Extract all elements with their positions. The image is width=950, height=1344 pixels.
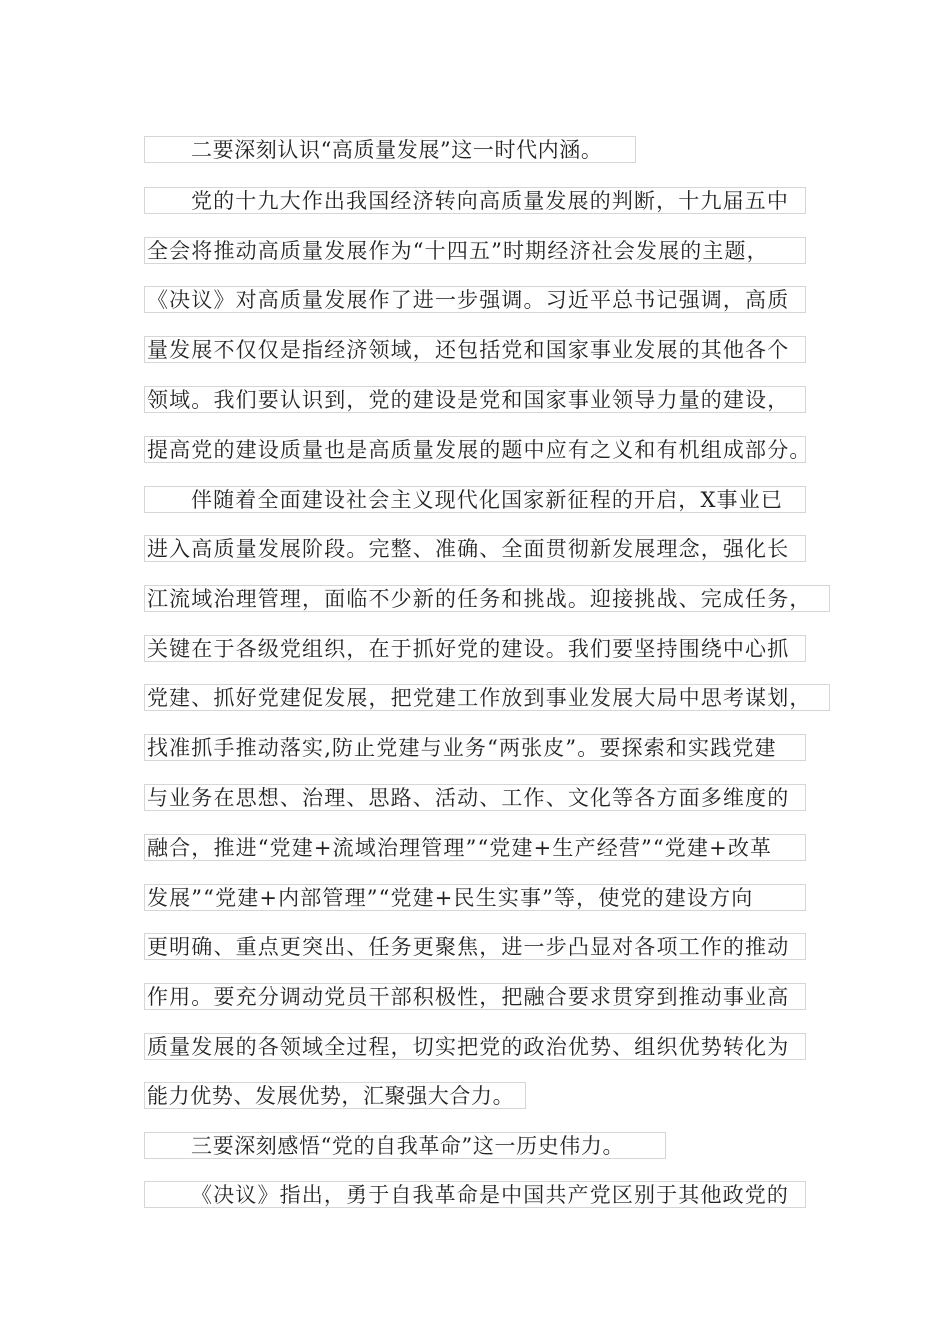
paragraph-line: 伴随着全面建设社会主义现代化国家新征程的开启，X事业已 [144, 486, 806, 513]
paragraph-line: 党的十九大作出我国经济转向高质量发展的判断，十九届五中 [144, 187, 806, 214]
paragraph-line: 质量发展的各领域全过程，切实把党的政治优势、组织优势转化为 [144, 1033, 806, 1060]
section-heading-3: 三要深刻感悟“党的自我革命”这一历史伟力。 [144, 1132, 666, 1159]
paragraph-line: 能力优势、发展优势，汇聚强大合力。 [144, 1082, 526, 1109]
paragraph-line: 进入高质量发展阶段。完整、准确、全面贯彻新发展理念，强化长 [144, 535, 806, 562]
paragraph-line: 领域。我们要认识到，党的建设是党和国家事业领导力量的建设， [144, 386, 806, 413]
paragraph-line: 江流域治理管理，面临不少新的任务和挑战。迎接挑战、完成任务， [144, 585, 830, 612]
paragraph-line: 全会将推动高质量发展作为“十四五”时期经济社会发展的主题， [144, 237, 806, 264]
paragraph-line: 《决议》对高质量发展作了进一步强调。习近平总书记强调，高质 [144, 286, 806, 313]
paragraph-line: 提高党的建设质量也是高质量发展的题中应有之义和有机组成部分。 [144, 436, 806, 463]
paragraph-line: 关键在于各级党组织，在于抓好党的建设。我们要坚持围绕中心抓 [144, 635, 806, 662]
paragraph-line: 量发展不仅仅是指经济领域，还包括党和国家事业发展的其他各个 [144, 336, 806, 363]
paragraph-line: 融合，推进“党建+流域治理管理”“党建+生产经营”“党建+改革 [144, 834, 806, 861]
paragraph-line: 《决议》指出，勇于自我革命是中国共产党区别于其他政党的 [144, 1181, 806, 1208]
paragraph-line: 与业务在思想、治理、思路、活动、工作、文化等各方面多维度的 [144, 784, 806, 811]
paragraph-line: 找准抓手推动落实,防止党建与业务“两张皮”。要探索和实践党建 [144, 734, 806, 761]
paragraph-line: 发展”“党建+内部管理”“党建+民生实事”等，使党的建设方向 [144, 884, 806, 911]
paragraph-line: 作用。要充分调动党员干部积极性，把融合要求贯穿到推动事业高 [144, 983, 806, 1010]
paragraph-line: 更明确、重点更突出、任务更聚焦，进一步凸显对各项工作的推动 [144, 933, 806, 960]
paragraph-line: 党建、抓好党建促发展，把党建工作放到事业发展大局中思考谋划， [144, 684, 830, 711]
section-heading-2: 二要深刻认识“高质量发展”这一时代内涵。 [144, 136, 636, 163]
